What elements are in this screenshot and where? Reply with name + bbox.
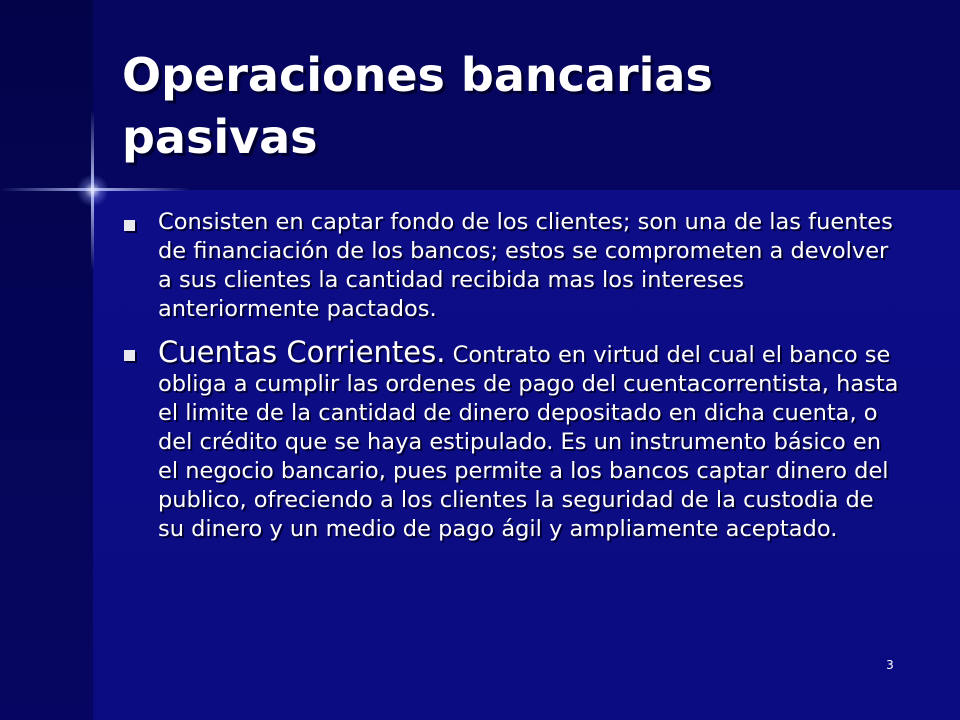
slide-title: Operaciones bancarias pasivas (122, 48, 713, 164)
slide-number: 3 (886, 658, 894, 672)
bullet-text: Contrato en virtud del cual el banco se obliga a cumplir las ordenes de pago del cuentacorrentista, hasta el limite de la cantidad de dinero depositado en dicha cuenta, o del crédito que se haya estipulado. Es un instrumento básico en el negocio bancario, pues permite a los bancos captar dinero del publico, ofreciendo a los clientes la seguridad de la custodia de su dinero y un medio de pago ágil y ampliamente aceptado. (158, 342, 899, 542)
square-bullet-icon (124, 350, 135, 361)
bullet-lead: Cuentas Corrientes. (158, 335, 446, 369)
bullet-item (120, 208, 900, 324)
bullet-item (120, 335, 900, 544)
square-bullet-icon (124, 220, 135, 231)
left-band (0, 0, 93, 720)
bullet-text: Consisten en captar fondo de los clientes; son una de las fuentes de financiación de los bancos; estos se comprometen a devolver a sus clientes la cantidad recibida mas los intereses anteriormente pactados. (158, 209, 893, 322)
bullet-list (120, 208, 900, 558)
light-flare-icon (76, 174, 109, 207)
